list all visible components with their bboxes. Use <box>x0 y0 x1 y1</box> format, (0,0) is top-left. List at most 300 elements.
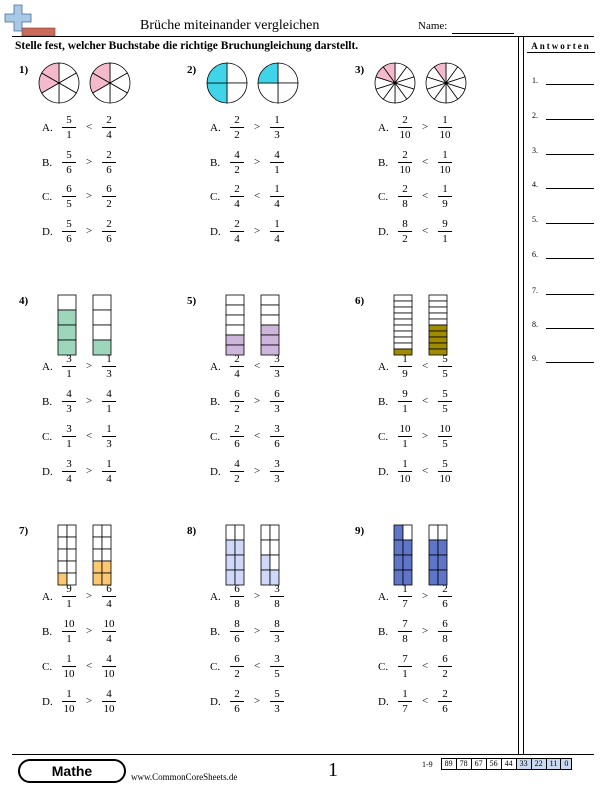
denominator: 10 <box>103 668 115 680</box>
numerator: 2 <box>398 149 412 163</box>
fraction-right <box>102 423 116 450</box>
denominator: 4 <box>106 473 112 485</box>
grid-cell <box>438 525 447 540</box>
bar-segment <box>93 325 111 340</box>
numerator: 1 <box>62 653 76 667</box>
numerator: 9 <box>62 583 76 597</box>
denominator: 1 <box>402 438 408 450</box>
fraction-left <box>398 423 412 450</box>
comparison-sign: > <box>254 156 261 168</box>
fraction-right <box>438 149 452 176</box>
answer-option[interactable] <box>210 458 300 486</box>
option-letter: D. <box>378 696 389 708</box>
denominator: 5 <box>442 368 448 380</box>
answer-blank[interactable] <box>546 258 594 259</box>
bar-segment <box>261 335 279 345</box>
bar-segment <box>261 325 279 335</box>
option-letter: D. <box>210 696 221 708</box>
score-cell: 89 <box>441 758 457 770</box>
score-table <box>422 758 572 770</box>
fraction-left <box>398 583 412 610</box>
problem-number: 2) <box>187 64 197 76</box>
numerator: 6 <box>102 183 116 197</box>
answer-option[interactable] <box>210 183 300 211</box>
numerator: 3 <box>62 458 76 472</box>
bar-segment <box>394 313 412 319</box>
fraction-right <box>438 688 452 715</box>
answer-row <box>532 320 594 329</box>
answer-option[interactable] <box>42 618 132 646</box>
grid-cell <box>226 525 235 540</box>
fraction-left <box>62 688 76 715</box>
option-letter: A. <box>210 591 221 603</box>
grid-cell <box>261 555 270 570</box>
fraction-left <box>398 388 412 415</box>
numerator: 5 <box>270 688 284 702</box>
denominator: 3 <box>106 438 112 450</box>
problem-number: 4) <box>19 295 29 307</box>
option-letter: A. <box>378 361 389 373</box>
fraction-right <box>438 618 452 645</box>
fraction-left <box>398 114 412 141</box>
comparison-sign: < <box>422 395 429 407</box>
numerator: 1 <box>270 114 284 128</box>
denominator: 3 <box>274 633 280 645</box>
answer-option[interactable] <box>210 583 300 611</box>
answer-option[interactable] <box>42 149 132 177</box>
bar-segment <box>394 301 412 307</box>
answer-option[interactable] <box>210 149 300 177</box>
denominator: 1 <box>66 598 72 610</box>
grid-cell <box>403 555 412 570</box>
fraction-right <box>270 149 284 176</box>
comparison-sign: < <box>422 225 429 237</box>
fraction-right <box>270 618 284 645</box>
numerator: 3 <box>270 353 284 367</box>
answer-option[interactable] <box>210 353 300 381</box>
problem-number: 5) <box>187 295 197 307</box>
option-letter: B. <box>210 626 221 638</box>
denominator: 4 <box>66 473 72 485</box>
grid-cell <box>102 561 111 573</box>
answer-blank[interactable] <box>546 188 594 189</box>
numerator: 10 <box>103 618 115 630</box>
numerator: 1 <box>398 583 412 597</box>
grid-cell <box>261 540 270 555</box>
header-divider <box>12 36 594 37</box>
grid-cell <box>58 561 67 573</box>
answer-blank[interactable] <box>546 328 594 329</box>
brand-badge: Mathe <box>18 759 126 783</box>
answer-option[interactable] <box>210 114 300 142</box>
comparison-sign: < <box>254 430 261 442</box>
denominator: 10 <box>439 473 451 485</box>
answer-row <box>532 215 594 224</box>
comparison-sign: < <box>86 121 93 133</box>
grid-cell <box>261 525 270 540</box>
numerator: 3 <box>270 458 284 472</box>
numerator: 2 <box>398 114 412 128</box>
answer-option[interactable] <box>378 218 468 246</box>
numerator: 4 <box>102 388 116 402</box>
comparison-sign: > <box>254 121 261 133</box>
fraction-left <box>230 458 244 485</box>
numerator: 2 <box>230 688 244 702</box>
grid-cell <box>235 525 244 540</box>
option-letter: A. <box>378 122 389 134</box>
comparison-sign: > <box>86 360 93 372</box>
answer-option[interactable] <box>42 388 132 416</box>
denominator: 4 <box>234 368 240 380</box>
grid-cell <box>102 549 111 561</box>
fraction-right <box>438 218 452 245</box>
bar-segment <box>58 295 76 310</box>
bar-segment <box>226 295 244 305</box>
numerator: 6 <box>270 388 284 402</box>
option-letter: D. <box>378 466 389 478</box>
denominator: 7 <box>402 598 408 610</box>
pie-slice <box>207 83 227 103</box>
grid-cell <box>102 537 111 549</box>
grid-cell <box>438 540 447 555</box>
fraction-left <box>62 388 76 415</box>
problem-number: 8) <box>187 525 197 537</box>
fraction-right <box>438 183 452 210</box>
problem-number: 9) <box>355 525 365 537</box>
fraction-right <box>102 218 116 245</box>
comparison-sign: < <box>254 190 261 202</box>
pie-slice <box>278 63 298 83</box>
fraction-right <box>270 353 284 380</box>
comparison-sign: > <box>86 695 93 707</box>
answer-option[interactable] <box>378 688 468 716</box>
numerator: 4 <box>102 653 116 667</box>
numerator: 3 <box>62 353 76 367</box>
grid-cell <box>438 555 447 570</box>
answer-option[interactable] <box>210 618 300 646</box>
answer-option[interactable] <box>210 218 300 246</box>
bar-segment <box>394 325 412 331</box>
score-cell: 0 <box>561 758 572 770</box>
answer-blank[interactable] <box>546 362 594 363</box>
fraction-right <box>102 688 116 715</box>
pie-slice <box>227 83 247 103</box>
fraction-right <box>438 458 452 485</box>
fraction-left <box>62 618 76 645</box>
denominator: 1 <box>106 403 112 415</box>
answer-option[interactable] <box>378 149 468 177</box>
answer-number: 3. <box>532 146 538 155</box>
denominator: 3 <box>106 368 112 380</box>
answer-option[interactable] <box>42 653 132 681</box>
numerator: 2 <box>102 149 116 163</box>
answer-option[interactable] <box>210 423 300 451</box>
bar-segment <box>261 305 279 315</box>
answer-option[interactable] <box>42 458 132 486</box>
numerator: 1 <box>102 458 116 472</box>
denominator: 6 <box>442 598 448 610</box>
denominator: 4 <box>106 129 112 141</box>
comparison-sign: < <box>422 190 429 202</box>
denominator: 4 <box>106 598 112 610</box>
grid-cell <box>102 525 111 537</box>
problem-number: 3) <box>355 64 365 76</box>
comparison-sign: > <box>86 190 93 202</box>
grid-cell <box>67 537 76 549</box>
numerator: 1 <box>270 218 284 232</box>
denominator: 6 <box>106 233 112 245</box>
grid-cell <box>403 540 412 555</box>
fraction-right <box>438 423 452 450</box>
comparison-sign: > <box>254 625 261 637</box>
numerator: 1 <box>270 183 284 197</box>
answer-option[interactable] <box>42 688 132 716</box>
answer-option[interactable] <box>378 653 468 681</box>
denominator: 2 <box>234 164 240 176</box>
denominator: 5 <box>274 668 280 680</box>
grid-cell <box>429 555 438 570</box>
answer-option[interactable] <box>378 458 468 486</box>
denominator: 10 <box>399 164 411 176</box>
answer-option[interactable] <box>378 183 468 211</box>
answer-blank[interactable] <box>546 119 594 120</box>
denominator: 10 <box>439 129 451 141</box>
site-url: www.CommonCoreSheets.de <box>131 772 238 782</box>
bar-segment <box>261 315 279 325</box>
bar-segment <box>429 343 447 349</box>
comparison-sign: < <box>422 156 429 168</box>
denominator: 4 <box>274 198 280 210</box>
grid-cell <box>93 525 102 537</box>
fraction-right <box>270 458 284 485</box>
denominator: 8 <box>442 633 448 645</box>
answer-option[interactable] <box>42 218 132 246</box>
numerator: 4 <box>270 149 284 163</box>
fraction-left <box>230 353 244 380</box>
numerator: 1 <box>102 423 116 437</box>
denominator: 1 <box>66 129 72 141</box>
answer-option[interactable] <box>42 114 132 142</box>
answer-option[interactable] <box>210 388 300 416</box>
grid-cell <box>67 549 76 561</box>
option-letter: D. <box>378 226 389 238</box>
grid-cell <box>235 555 244 570</box>
option-letter: C. <box>42 661 53 673</box>
comparison-sign: > <box>254 465 261 477</box>
fraction-left <box>398 218 412 245</box>
denominator: 3 <box>66 403 72 415</box>
fraction-left <box>230 183 244 210</box>
fraction-left <box>230 149 244 176</box>
comparison-sign: < <box>86 430 93 442</box>
numerator: 5 <box>62 149 76 163</box>
grid-cell <box>394 525 403 540</box>
numerator: 6 <box>230 583 244 597</box>
numerator: 2 <box>102 218 116 232</box>
bar-segment <box>226 315 244 325</box>
numerator: 6 <box>230 388 244 402</box>
answer-option[interactable] <box>210 653 300 681</box>
pie-slice <box>258 83 278 103</box>
fraction-right <box>270 423 284 450</box>
numerator: 8 <box>398 218 412 232</box>
denominator: 6 <box>66 233 72 245</box>
numerator: 3 <box>270 653 284 667</box>
score-range: 1-9 <box>422 759 433 769</box>
comparison-sign: > <box>86 625 93 637</box>
answer-option[interactable] <box>378 353 468 381</box>
denominator: 4 <box>106 633 112 645</box>
option-letter: C. <box>210 661 221 673</box>
denominator: 2 <box>106 198 112 210</box>
pie-slice <box>227 63 247 83</box>
denominator: 1 <box>442 233 448 245</box>
grid-cell <box>270 540 279 555</box>
numerator: 2 <box>230 353 244 367</box>
option-letter: B. <box>210 396 221 408</box>
option-letter: A. <box>42 122 53 134</box>
answer-option[interactable] <box>378 388 468 416</box>
grid-cell <box>226 555 235 570</box>
denominator: 10 <box>399 473 411 485</box>
answer-row <box>532 250 594 259</box>
denominator: 1 <box>402 403 408 415</box>
fraction-right <box>102 353 116 380</box>
numerator: 6 <box>102 583 116 597</box>
answer-number: 6. <box>532 250 538 259</box>
fraction-left <box>230 618 244 645</box>
denominator: 10 <box>103 703 115 715</box>
answer-option[interactable] <box>210 688 300 716</box>
answer-option[interactable] <box>378 114 468 142</box>
bar-segment <box>93 295 111 310</box>
denominator: 10 <box>399 129 411 141</box>
answer-option[interactable] <box>42 583 132 611</box>
numerator: 2 <box>230 423 244 437</box>
answer-option[interactable] <box>378 618 468 646</box>
fraction-left <box>62 583 76 610</box>
grid-cell <box>270 555 279 570</box>
comparison-sign: > <box>254 395 261 407</box>
numerator: 8 <box>270 618 284 632</box>
denominator: 7 <box>402 703 408 715</box>
numerator: 9 <box>438 218 452 232</box>
grid-cell <box>67 561 76 573</box>
bar-segment <box>226 305 244 315</box>
answer-option[interactable] <box>42 183 132 211</box>
fraction-right <box>270 688 284 715</box>
bar-segment <box>429 325 447 331</box>
fraction-left <box>230 423 244 450</box>
fraction-right <box>438 353 452 380</box>
option-letter: C. <box>42 431 53 443</box>
answer-blank[interactable] <box>546 294 594 295</box>
bar-segment <box>394 337 412 343</box>
numerator: 10 <box>439 423 451 435</box>
fraction-right <box>102 583 116 610</box>
comparison-sign: > <box>86 225 93 237</box>
answer-option[interactable] <box>42 423 132 451</box>
numerator: 4 <box>102 688 116 702</box>
option-letter: D. <box>210 226 221 238</box>
numerator: 2 <box>230 218 244 232</box>
bar-segment <box>394 331 412 337</box>
score-cell: 44 <box>502 758 517 770</box>
name-field[interactable] <box>452 33 514 34</box>
answers-title: Antworten <box>531 41 591 51</box>
option-letter: B. <box>378 157 389 169</box>
fraction-right <box>270 388 284 415</box>
fraction-right <box>102 183 116 210</box>
answer-number: 8. <box>532 320 538 329</box>
comparison-sign: > <box>86 156 93 168</box>
pie-slice <box>207 63 227 83</box>
option-letter: B. <box>42 157 53 169</box>
fraction-right <box>102 458 116 485</box>
fraction-left <box>230 218 244 245</box>
numerator: 5 <box>438 458 452 472</box>
denominator: 9 <box>402 368 408 380</box>
denominator: 6 <box>234 703 240 715</box>
logo-icon <box>3 4 65 36</box>
denominator: 8 <box>402 633 408 645</box>
fraction-left <box>398 353 412 380</box>
bar-segment <box>429 307 447 313</box>
denominator: 6 <box>66 164 72 176</box>
answer-blank[interactable] <box>546 84 594 85</box>
option-letter: A. <box>210 361 221 373</box>
option-letter: D. <box>42 696 53 708</box>
option-letter: C. <box>378 191 389 203</box>
denominator: 4 <box>274 233 280 245</box>
denominator: 10 <box>63 703 75 715</box>
grid-cell <box>93 561 102 573</box>
numerator: 10 <box>399 423 411 435</box>
numerator: 3 <box>270 423 284 437</box>
option-letter: B. <box>378 396 389 408</box>
answer-blank[interactable] <box>546 223 594 224</box>
pie-slice <box>258 63 278 83</box>
fraction-right <box>270 653 284 680</box>
score-cell: 22 <box>532 758 547 770</box>
numerator: 1 <box>438 183 452 197</box>
denominator: 9 <box>442 198 448 210</box>
fraction-right <box>270 583 284 610</box>
fraction-right <box>438 388 452 415</box>
answer-option[interactable] <box>378 423 468 451</box>
denominator: 2 <box>234 403 240 415</box>
answer-option[interactable] <box>42 353 132 381</box>
fraction-left <box>398 688 412 715</box>
fraction-right <box>438 583 452 610</box>
answer-option[interactable] <box>378 583 468 611</box>
comparison-sign: < <box>422 695 429 707</box>
denominator: 2 <box>234 473 240 485</box>
numerator: 4 <box>230 458 244 472</box>
fraction-left <box>62 149 76 176</box>
option-letter: A. <box>378 591 389 603</box>
numerator: 3 <box>62 423 76 437</box>
numerator: 4 <box>62 388 76 402</box>
fraction-left <box>62 353 76 380</box>
numerator: 3 <box>270 583 284 597</box>
answer-blank[interactable] <box>546 154 594 155</box>
option-letter: A. <box>42 591 53 603</box>
option-letter: C. <box>378 661 389 673</box>
denominator: 6 <box>234 633 240 645</box>
fraction-right <box>102 653 116 680</box>
bar-segment <box>226 325 244 335</box>
